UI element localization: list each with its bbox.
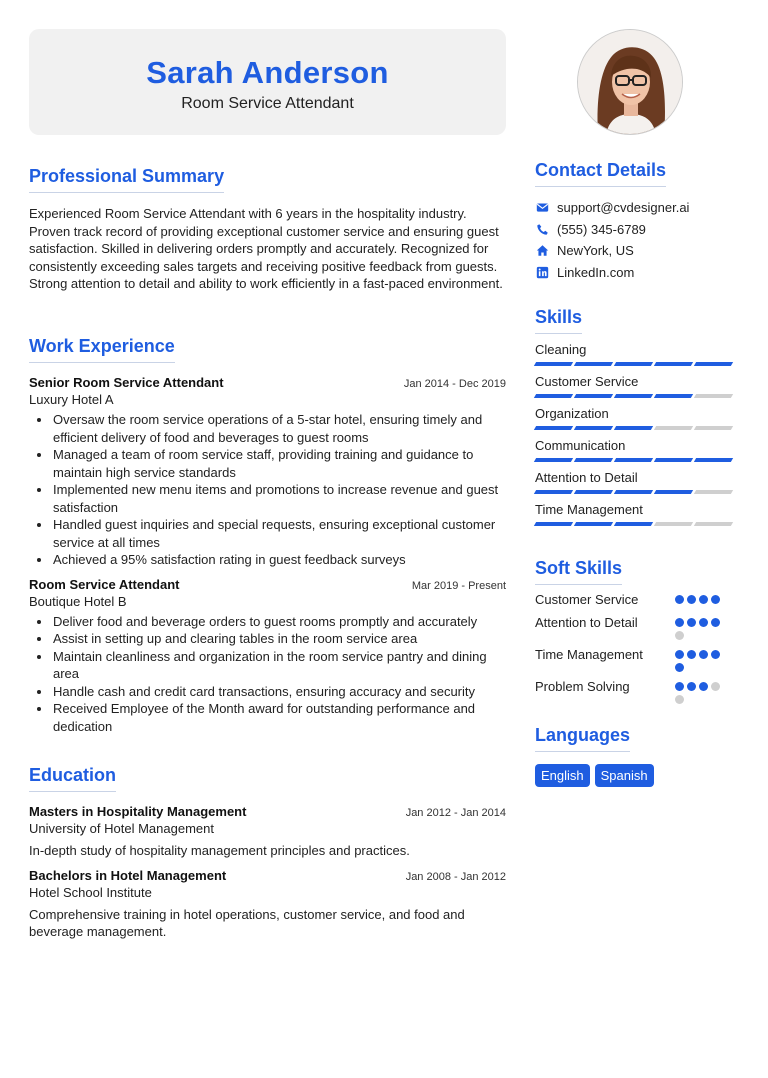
bullet-item: Deliver food and beverage orders to guest rooms promptly and accurately	[29, 613, 506, 631]
skill-level-bar	[535, 394, 740, 398]
job-role: Room Service Attendant	[29, 576, 180, 592]
skill-segment	[694, 426, 733, 430]
job-entry	[29, 577, 506, 736]
bullet-item: Handle cash and credit card transactions, ensuring accuracy and security	[29, 683, 506, 701]
job-role: Senior Room Service Attendant	[29, 375, 224, 390]
contact-email-text: support@cvdesigner.ai	[557, 200, 690, 216]
experience-section	[29, 336, 506, 735]
soft-skill-dot	[675, 650, 684, 659]
education-description: In-depth study of hospitality management principles and practices.	[29, 843, 410, 858]
skill-segment	[534, 522, 573, 526]
soft-skill-dot	[699, 650, 708, 659]
contact-linkedin[interactable]	[535, 262, 740, 284]
portrait-image	[578, 30, 683, 135]
skill-item	[535, 406, 740, 430]
education-section	[29, 765, 506, 941]
skill-segment	[574, 490, 613, 494]
soft-skill-dots	[675, 678, 730, 704]
contact-location-text: NewYork, US	[557, 243, 634, 259]
bullet-item: Implemented new menu items and promotions to increase revenue and guest satisfaction	[29, 481, 506, 516]
language-tag: Spanish	[595, 764, 654, 787]
soft-skill-item	[535, 646, 740, 672]
degree-name: Masters in Hospitality Management	[29, 804, 247, 819]
skill-level-bar	[535, 490, 740, 494]
skill-segment	[694, 522, 733, 526]
contact-section	[535, 160, 740, 283]
bullet-item: Achieved a 95% satisfaction rating in guest feedback surveys	[29, 551, 506, 569]
skill-segment	[654, 522, 693, 526]
skill-segment	[614, 426, 653, 430]
skill-segment	[614, 394, 653, 398]
skill-segment	[534, 362, 573, 366]
linkedin-icon	[535, 265, 549, 279]
soft-skill-item	[535, 678, 740, 704]
skill-level-bar	[535, 522, 740, 526]
skill-name: Organization	[535, 406, 609, 421]
contact-email[interactable]	[535, 197, 740, 219]
candidate-title: Room Service Attendant	[181, 95, 354, 112]
skill-segment	[574, 394, 613, 398]
school-name: University of Hotel Management	[29, 821, 214, 836]
bullet-item: Handled guest inquiries and special requests, ensuring exceptional customer service at all times	[29, 516, 506, 551]
skill-segment	[694, 362, 733, 366]
skill-level-bar	[535, 426, 740, 430]
email-icon	[535, 201, 549, 215]
soft-skill-dot	[687, 650, 696, 659]
education-entry	[29, 868, 506, 941]
job-bullets	[29, 411, 506, 569]
soft-skill-item	[535, 591, 740, 608]
skill-segment	[574, 426, 613, 430]
soft-skill-dot	[711, 618, 720, 627]
skill-segment	[574, 522, 613, 526]
candidate-name: Sarah Anderson	[146, 55, 389, 90]
language-tag: English	[535, 764, 590, 787]
skill-segment	[534, 490, 573, 494]
skill-segment	[574, 362, 613, 366]
school-name: Hotel School Institute	[29, 884, 152, 900]
skill-level-bar	[535, 362, 740, 366]
skill-item	[535, 502, 740, 526]
skill-segment	[694, 490, 733, 494]
soft-skill-dot	[699, 618, 708, 627]
soft-skill-dot	[699, 595, 708, 604]
skill-item	[535, 342, 740, 366]
summary-section	[29, 166, 506, 293]
skill-segment	[654, 426, 693, 430]
education-dates: Jan 2012 - Jan 2014	[405, 807, 506, 819]
soft-skill-dot	[675, 595, 684, 604]
job-bullets	[29, 613, 506, 736]
soft-skill-name: Time Management	[535, 647, 643, 662]
skill-segment	[654, 490, 693, 494]
soft-skill-name: Customer Service	[535, 592, 639, 607]
education-heading: Education	[29, 765, 116, 792]
job-entry	[29, 375, 506, 569]
education-dates: Jan 2008 - Jan 2012	[405, 870, 506, 883]
skill-level-bar	[535, 458, 740, 462]
bullet-item: Maintain cleanliness and organization in the room service pantry and dining area	[29, 648, 506, 683]
job-company: Boutique Hotel B	[29, 593, 127, 609]
skill-segment	[534, 394, 573, 398]
soft-skills-heading: Soft Skills	[535, 558, 622, 585]
contact-heading: Contact Details	[535, 160, 666, 187]
summary-text: Experienced Room Service Attendant with 6 years in the hospitality industry. Proven track record of providing exceptional customer service and ensuring guest satisfaction. Skilled in delivering orders promptly and accurately. Recognized for consistently exceeding sales targets and receiving positive feedback from guests. Strong attention to detail and ability to work efficiently in a fast-paced environment.	[29, 206, 503, 291]
skill-name: Customer Service	[535, 374, 639, 389]
skill-segment	[654, 362, 693, 366]
languages-section	[535, 725, 740, 787]
summary-heading: Professional Summary	[29, 166, 224, 193]
soft-skill-dot	[687, 618, 696, 627]
home-icon	[535, 244, 549, 258]
contact-phone-text: (555) 345-6789	[557, 221, 646, 237]
skill-segment	[694, 458, 733, 462]
skill-segment	[614, 458, 653, 462]
degree-name: Bachelors in Hotel Management	[29, 867, 227, 883]
skill-name: Communication	[535, 438, 626, 453]
skill-segment	[534, 458, 573, 462]
education-entry	[29, 804, 506, 860]
bullet-item: Received Employee of the Month award for outstanding performance and dedication	[29, 700, 506, 735]
bullet-item: Managed a team of room service staff, providing training and guidance to maintain high service standards	[29, 446, 506, 481]
contact-phone[interactable]	[535, 219, 740, 241]
soft-skill-dot	[675, 663, 684, 672]
soft-skill-dot	[687, 682, 696, 691]
skill-segment	[614, 362, 653, 366]
soft-skill-dot	[675, 695, 684, 704]
header-card	[29, 29, 506, 135]
skill-name: Time Management	[535, 502, 643, 517]
skill-segment	[694, 394, 733, 398]
soft-skill-dot	[675, 682, 684, 691]
soft-skills-section	[535, 558, 740, 704]
languages-heading: Languages	[535, 725, 630, 752]
soft-skill-dot	[711, 650, 720, 659]
soft-skill-dot	[675, 631, 684, 640]
soft-skill-dot	[675, 618, 684, 627]
contact-linkedin-text: LinkedIn.com	[557, 264, 635, 280]
soft-skill-dot	[711, 595, 720, 604]
education-description: Comprehensive training in hotel operations, customer service, and food and beverage management.	[29, 906, 465, 939]
bullet-item: Assist in setting up and clearing tables in the room service area	[29, 630, 506, 648]
skill-item	[535, 470, 740, 494]
skill-segment	[574, 458, 613, 462]
job-dates: Jan 2014 - Dec 2019	[403, 378, 506, 390]
skill-item	[535, 438, 740, 462]
soft-skill-dots	[675, 646, 730, 672]
soft-skill-dot	[711, 682, 720, 691]
contact-location	[535, 240, 740, 262]
skill-name: Cleaning	[535, 342, 587, 357]
experience-heading: Work Experience	[29, 336, 175, 363]
job-company: Luxury Hotel A	[29, 392, 114, 407]
skill-name: Attention to Detail	[535, 470, 638, 485]
soft-skill-name: Problem Solving	[535, 679, 630, 694]
job-dates: Mar 2019 - Present	[411, 579, 506, 592]
soft-skill-name: Attention to Detail	[535, 615, 638, 630]
soft-skill-item	[535, 614, 740, 640]
soft-skill-dot	[699, 682, 708, 691]
skills-heading: Skills	[535, 307, 582, 334]
soft-skill-dots	[675, 591, 730, 604]
skill-item	[535, 374, 740, 398]
profile-photo	[577, 29, 683, 135]
skills-section	[535, 307, 740, 526]
skill-segment	[534, 426, 573, 430]
skill-segment	[614, 522, 653, 526]
soft-skill-dot	[687, 595, 696, 604]
skill-segment	[654, 458, 693, 462]
skill-segment	[614, 490, 653, 494]
soft-skill-dots	[675, 614, 730, 640]
skill-segment	[654, 394, 693, 398]
skills-list	[535, 342, 740, 526]
bullet-item: Oversaw the room service operations of a 5-star hotel, ensuring timely and efficient delivery of food and beverages to guest rooms	[29, 411, 506, 446]
phone-icon	[535, 222, 549, 236]
